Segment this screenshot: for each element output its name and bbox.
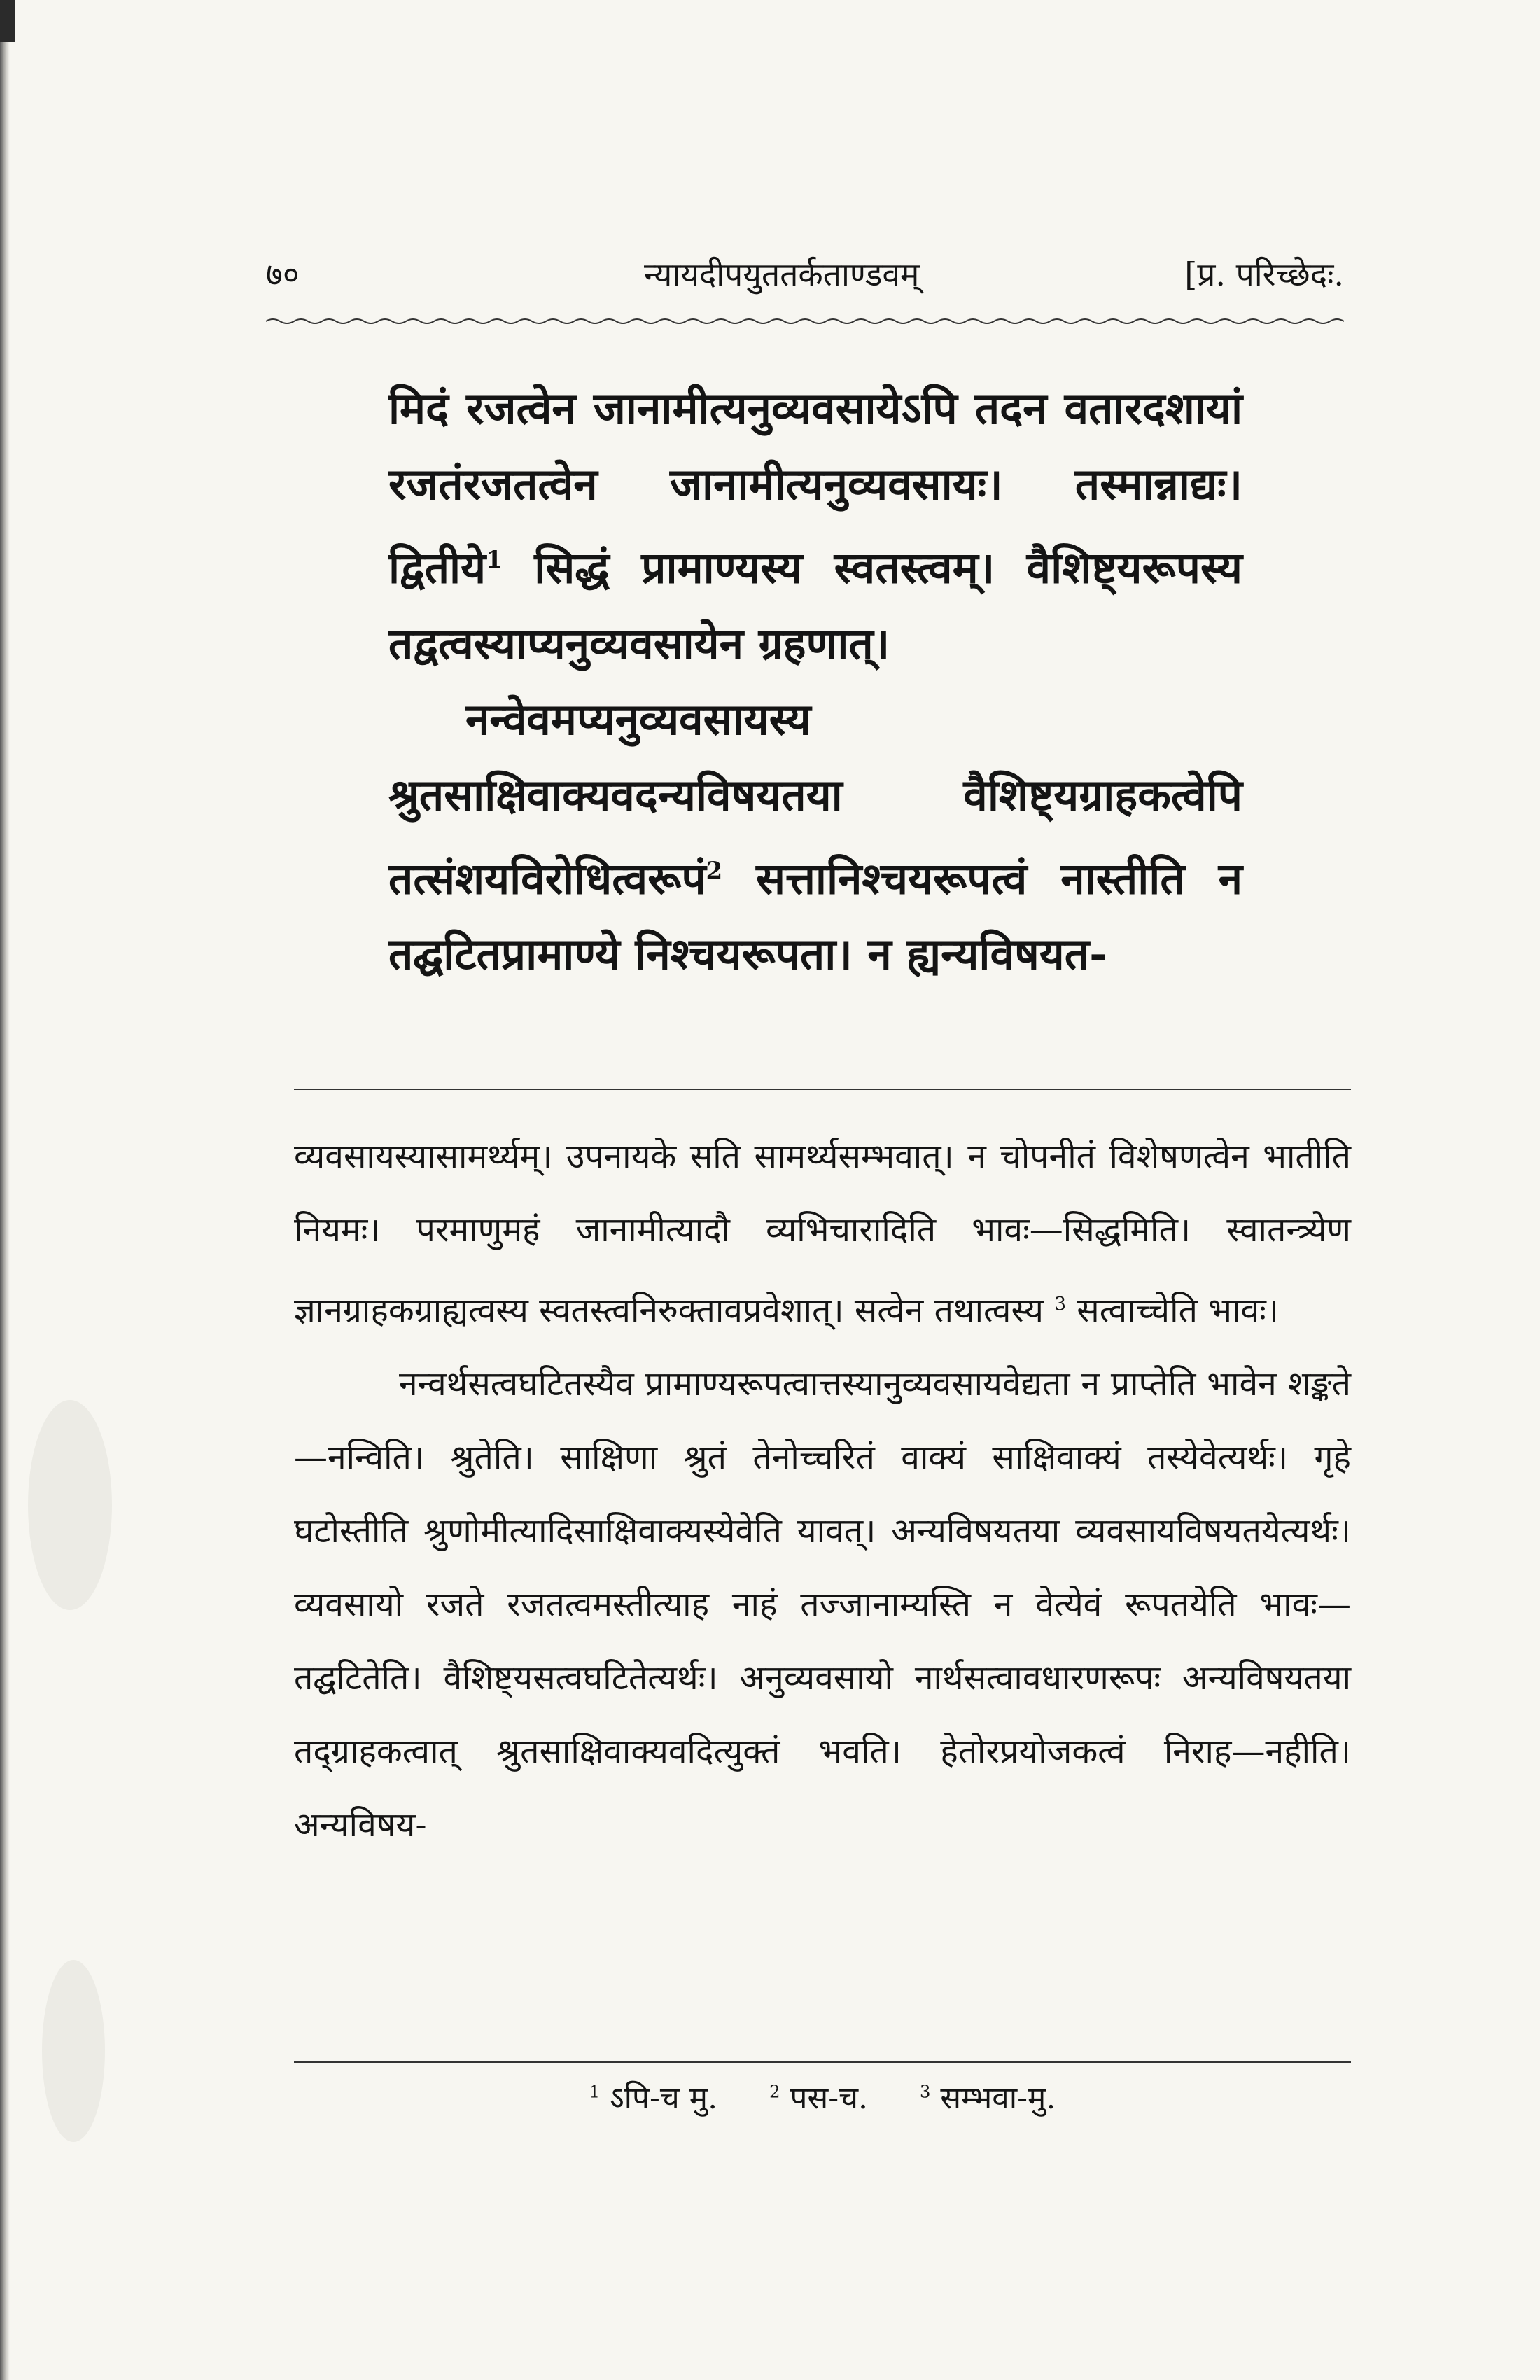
commentary-paragraph — [294, 1348, 1351, 1862]
footnotes — [294, 2076, 1351, 2118]
text-separator-rule — [294, 1088, 1351, 1090]
corner-mark — [0, 0, 15, 42]
footnote — [769, 2080, 868, 2116]
footnote-number: 3 — [920, 2082, 931, 2102]
mula-text-block — [388, 371, 1242, 992]
running-title: न्यायदीपयुततर्कताण्डवम् — [644, 255, 920, 293]
mula-paragraph — [388, 682, 1242, 993]
footnote-text: ऽपि-च मु. — [610, 2080, 718, 2116]
commentary-text: नन्वर्थसत्वघटितस्यैव प्रामाण्यरूपत्वात्तस्यानुव्यवसायवेद्यता न प्राप्तेति भावेन शङ्कते—नन्विति। श्रुतेति। साक्षिणा श्रुतं तेनोच्चरितं वाक्यं साक्षिवाक्यं तस्येवेत्यर्थः। गृहे घटोस्तीति श्रुणोमीत्यादिसाक्षिवाक्यस्येवेति यावत्। अन्यविषयतया व्यवसायविषयतयेत्यर्थः। व्यवसायो रजते रजतत्वमस्तीत्याह नाहं तज्जानाम्यस्ति न वेत्येवं रूपतयेति भावः—तद्घटितेति। वैशिष्ट्यसत्वघटितेत्यर्थः। अनुव्यवसायो नार्थसत्वावधारणरूपः अन्यविषयतया तद्ग्राहकत्वात् श्रुतसाक्षिवाक्यवदित्युक्तं भवति। हेतोरप्रयोजकत्वं निराह—नहीति। अन्यविषय- — [294, 1364, 1351, 1844]
footnote-mark: 2 — [706, 856, 723, 885]
footnote-number: 1 — [589, 2082, 601, 2102]
page-header — [266, 252, 1344, 301]
footnote — [589, 2080, 718, 2116]
mula-line: सिद्धं प्रामाण्यस्य स्वतस्त्वम्। वैशिष्ट्यरूपस्य तद्वत्वस्याप्यनुव्यवसायेन ग्रहणात्। — [388, 542, 1242, 669]
footnote-text: सम्भवा-मु. — [940, 2080, 1056, 2116]
paper-stain — [42, 1960, 105, 2142]
header-wavy-rule — [266, 316, 1344, 326]
footnote-mark: 1 — [486, 546, 503, 574]
footnote — [920, 2080, 1056, 2116]
mula-line: मिदं रजत्वेन जानामीत्यनुव्यवसायेऽपि तदन वतारदशायां रजतंरजतत्वेन जानामीत्यनुव्यवसायः। तस्मान्नाद्यः। द्वितीये — [388, 383, 1242, 594]
binding-shadow — [0, 0, 10, 2380]
footnote-text: पस-च. — [790, 2080, 869, 2116]
section-label: [प्र. परिच्छेदः. — [1184, 255, 1344, 293]
mula-line: नन्वेवमप्यनुव्यवसायस्य श्रुतसाक्षिवाक्यवदन्यविषयतया वैशिष्ट्यग्राहकत्वेपि तत्संशयविरोधित्वरूपं — [388, 693, 1242, 904]
footnote-rule — [294, 2062, 1351, 2063]
mula-paragraph — [388, 371, 1242, 682]
commentary-text: व्यवसायस्यासामर्थ्यम्। उपनायके सति सामर्थ्यसम्भवात्। न चोपनीतं विशेषणत्वेन भातीति नियमः। परमाणुमहं जानामीत्यादौ व्यभिचारादिति भावः—सिद्धमिति। स्वातन्त्र्येण ज्ञानग्राहकग्राह्यत्वस्य स्वतस्त्वनिरुक्तावप्रवेशात्। सत्वेन तथात्वस्य — [294, 1137, 1351, 1330]
paper-stain — [28, 1400, 112, 1610]
footnote-mark: 3 — [1054, 1293, 1067, 1315]
page-number: ७० — [266, 255, 300, 293]
footnote-number: 2 — [769, 2082, 780, 2102]
commentary-text: सत्वाच्चेति भावः। — [1077, 1291, 1279, 1330]
mula-line: सत्तानिश्चयरूपत्वं नास्तीति न तद्घटितप्रामाण्ये निश्चयरूपता। न ह्यन्यविषयत- — [388, 853, 1242, 980]
commentary-block — [294, 1120, 1351, 1862]
commentary-paragraph — [294, 1120, 1351, 1348]
